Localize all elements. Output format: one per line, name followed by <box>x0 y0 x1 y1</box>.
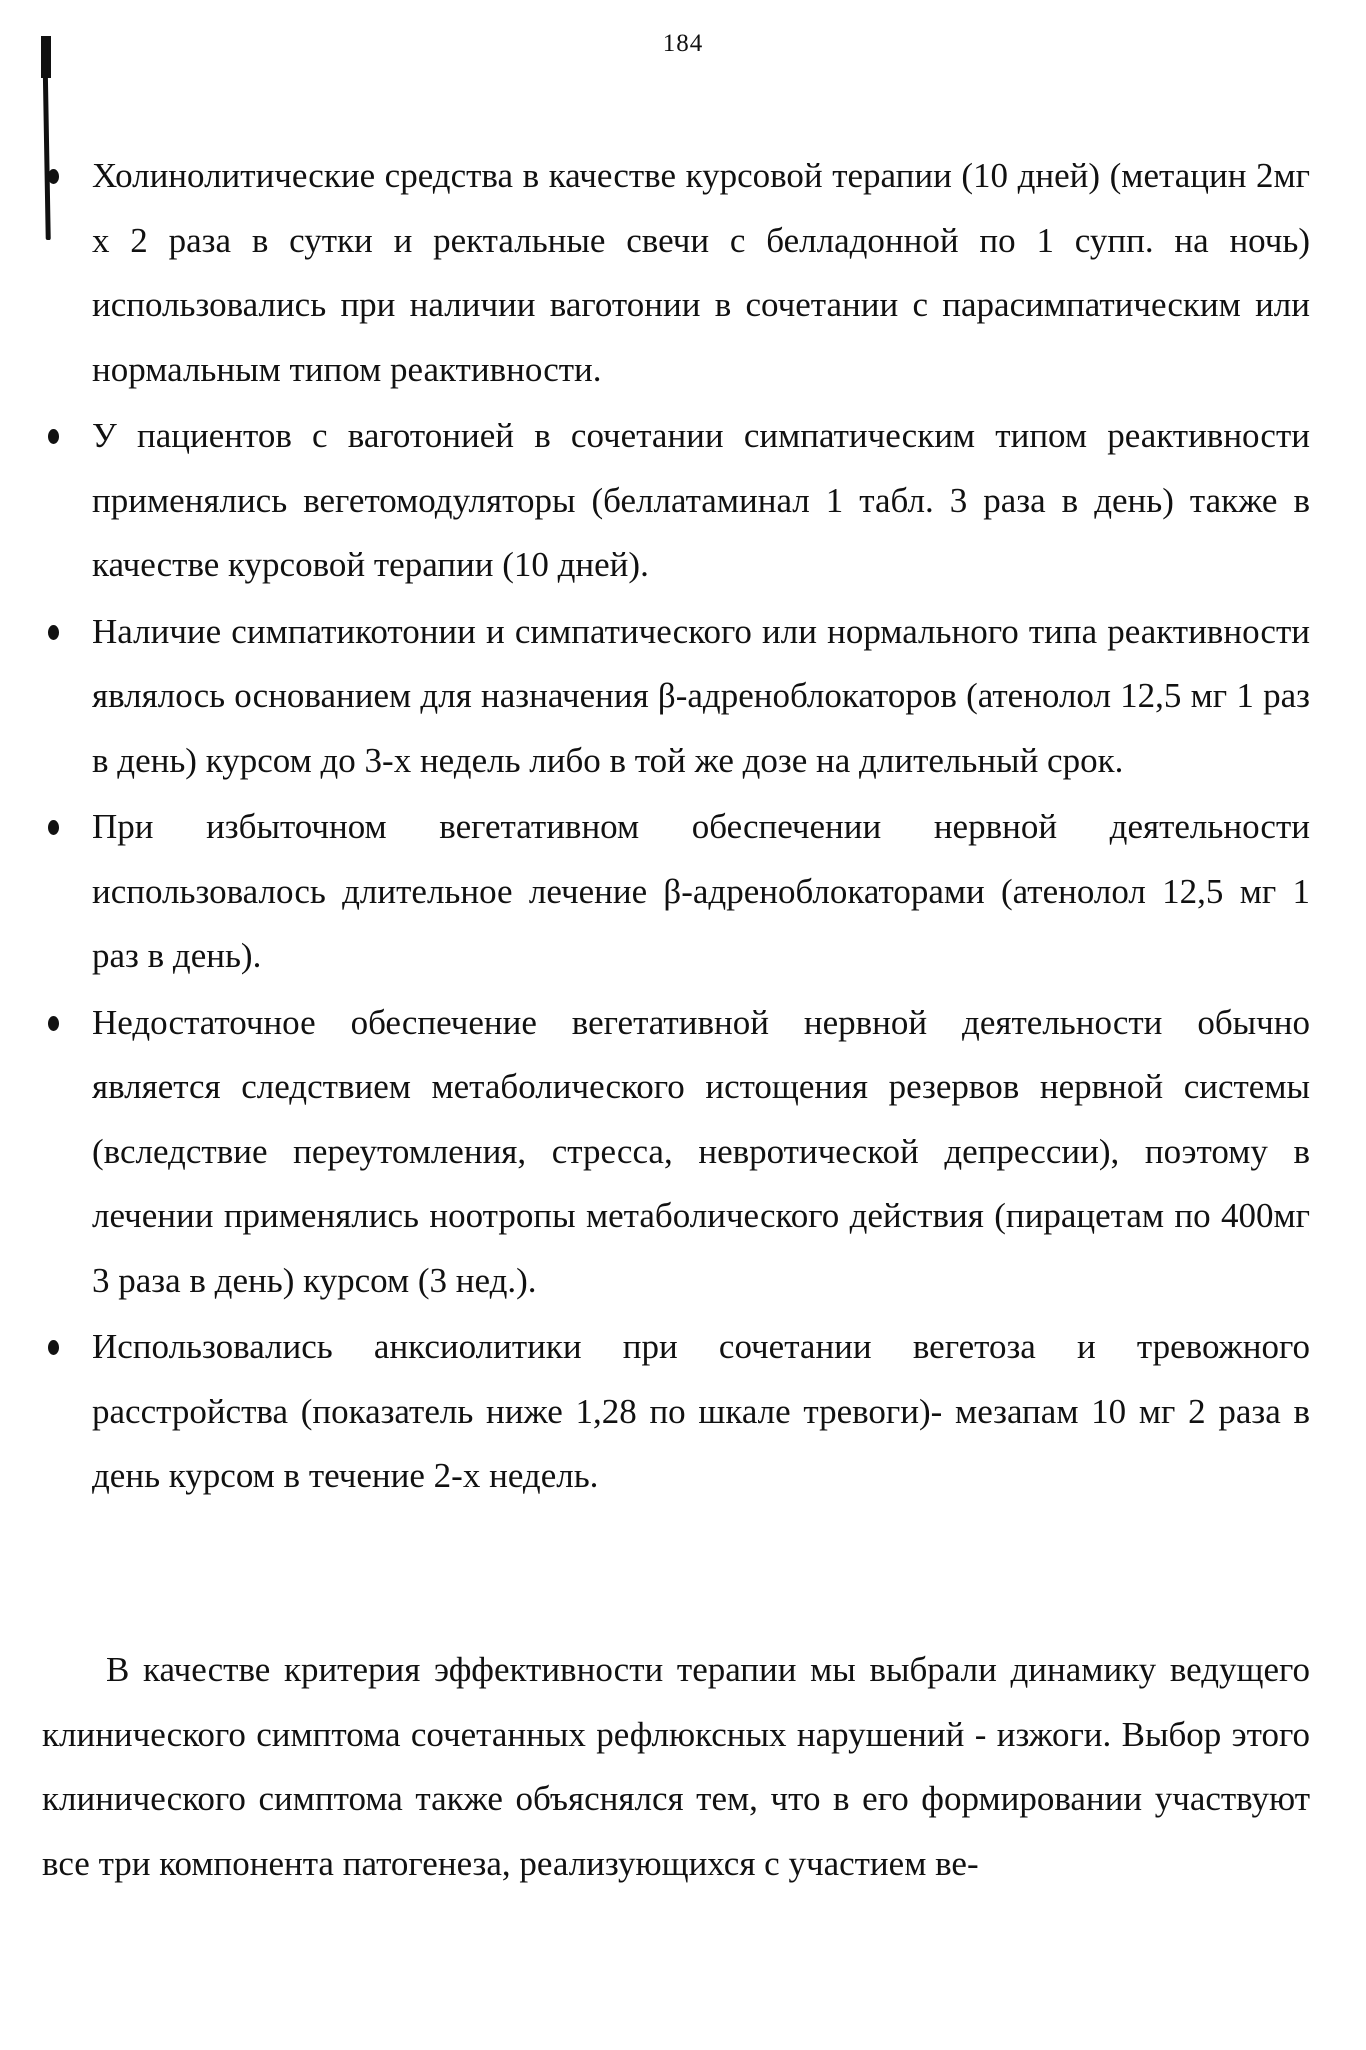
bullet-icon <box>48 820 59 835</box>
list-item <box>48 600 1310 794</box>
list-item-text: У пациентов с ваготонией в сочетании симпатическим типом реактивности применялись вегетомодуляторы (беллатаминал 1 табл. 3 раза в день) также в качестве курсовой терапии (10 дней). <box>92 416 1310 584</box>
list-item-text: Использовались анксиолитики при сочетании вегетоза и тревожного расстройства (показатель ниже 1,28 по шкале тревоги)- мезапам 10 мг 2 раза в день курсом в течение 2-х недель. <box>92 1327 1310 1495</box>
list-item-text: Недостаточное обеспечение вегетативной нервной деятельности обычно является следствием метаболического истощения резервов нервной системы (вследствие переутомления, стресса, невротической депрессии), поэтому в лечении применялись ноотропы метаболического действия (пирацетам по 400мг 3 раза в день) курсом (3 нед.). <box>92 1002 1310 1300</box>
list-item-text: При избыточном вегетативном обеспечении нервной деятельности использовалось длительное лечение β-адреноблокаторами (атенолол 12,5 мг 1 раз в день). <box>92 807 1310 975</box>
bullet-icon <box>48 625 59 640</box>
bullet-icon <box>48 1016 59 1031</box>
body-paragraph: В качестве критерия эффективности терапии мы выбрали динамику ведущего клинического симптома сочетанных рефлюксных нарушений - изжоги. Выбор этого клинического симптома также объяснялся тем, что в его формировании участвуют все три компонента патогенеза, реализующихся с участием ве- <box>42 1650 1310 1883</box>
list-item-text: Наличие симпатикотонии и симпатического или нормального типа реактивности являлось основанием для назначения β-адреноблокаторов (атенолол 12,5 мг 1 раз в день) курсом до 3-х недель либо в той же дозе на длительный срок. <box>92 611 1310 780</box>
bullet-icon <box>48 169 59 184</box>
list-item <box>48 144 1310 402</box>
list-item-text: Холинолитические средства в качестве курсовой терапии (10 дней) (метацин 2мг х 2 раза в сутки и ректальные свечи с белладонной по 1 супп. на ночь) использовались при наличии ваготонии в сочетании с парасимпатическим или нормальным типом реактивности. <box>92 156 1310 389</box>
page-number: 184 <box>662 30 704 57</box>
bullet-icon <box>48 429 59 444</box>
list-item <box>48 404 1310 598</box>
list-item <box>48 795 1310 989</box>
list-item <box>48 1315 1310 1509</box>
list-item <box>48 991 1310 1314</box>
bullet-icon <box>48 1340 59 1355</box>
treatment-list <box>48 144 1310 1511</box>
